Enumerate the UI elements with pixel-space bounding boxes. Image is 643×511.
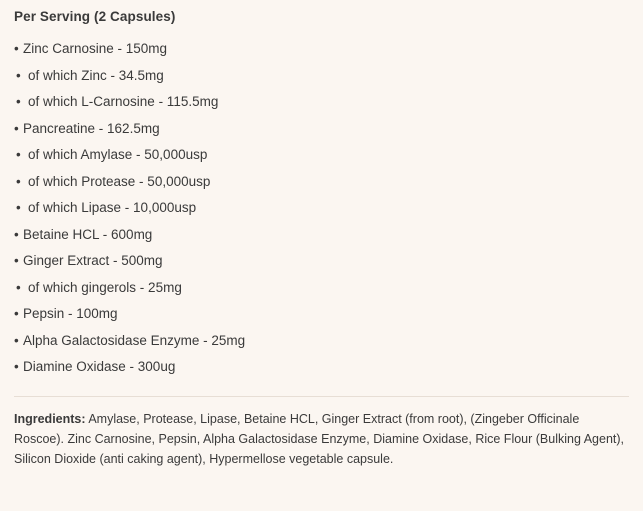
list-item — [14, 360, 629, 374]
list-item-label: Pepsin - 100mg — [23, 306, 118, 321]
ingredients-text: Amylase, Protease, Lipase, Betaine HCL, Ginger Extract (from root), (Zingeber Officinale Roscoe). Zinc Carnosine, Pepsin, Alpha Galactosidase Enzyme, Diamine Oxidase, Rice Flour (Bulking Agent), Silicon Dioxide (anti caking agent), Hypermellose vegetable capsule. — [14, 411, 625, 466]
ingredients-paragraph — [14, 409, 629, 470]
bullet-icon: • — [14, 359, 19, 374]
bullet-icon: • — [16, 279, 21, 295]
bullet-icon: • — [14, 306, 19, 321]
list-item-label: Zinc Carnosine - 150mg — [23, 41, 168, 56]
list-item-label: of which Protease - 50,000usp — [28, 173, 211, 189]
bullet-icon: • — [14, 253, 19, 268]
ingredients-label: Ingredients: — [14, 411, 86, 426]
bullet-icon: • — [16, 200, 21, 215]
list-item — [14, 228, 629, 242]
list-item-label: Betaine HCL - 600mg — [23, 226, 153, 242]
list-item-label: Diamine Oxidase - 300ug — [23, 359, 176, 374]
list-item-label: of which Amylase - 50,000usp — [28, 147, 208, 162]
page-title: Per Serving (2 Capsules) — [14, 9, 176, 24]
bullet-icon: • — [14, 332, 19, 348]
list-item — [14, 175, 629, 189]
bullet-icon: • — [14, 226, 19, 242]
ingredient-list — [14, 42, 629, 374]
list-item — [14, 95, 629, 109]
bullet-icon: • — [14, 120, 19, 136]
list-item-label: of which L-Carnosine - 115.5mg — [28, 94, 219, 109]
list-item — [14, 201, 629, 215]
list-item-label: of which Lipase - 10,000usp — [28, 200, 197, 215]
list-item-label: Ginger Extract - 500mg — [23, 253, 163, 268]
list-item-label: of which gingerols - 25mg — [28, 279, 182, 295]
list-item-label: Pancreatine - 162.5mg — [23, 120, 160, 136]
section-divider — [14, 396, 629, 397]
list-item — [14, 148, 629, 162]
list-item — [14, 122, 629, 136]
list-item — [14, 42, 629, 56]
bullet-icon: • — [16, 173, 21, 189]
list-item — [14, 69, 629, 83]
bullet-icon: • — [16, 147, 21, 162]
bullet-icon: • — [14, 41, 19, 56]
bullet-icon: • — [16, 94, 21, 109]
list-item-label: Alpha Galactosidase Enzyme - 25mg — [23, 332, 246, 348]
list-item — [14, 307, 629, 321]
bullet-icon: • — [16, 67, 21, 83]
list-item — [14, 254, 629, 268]
list-item — [14, 334, 629, 348]
list-item — [14, 281, 629, 295]
list-item-label: of which Zinc - 34.5mg — [28, 67, 164, 83]
